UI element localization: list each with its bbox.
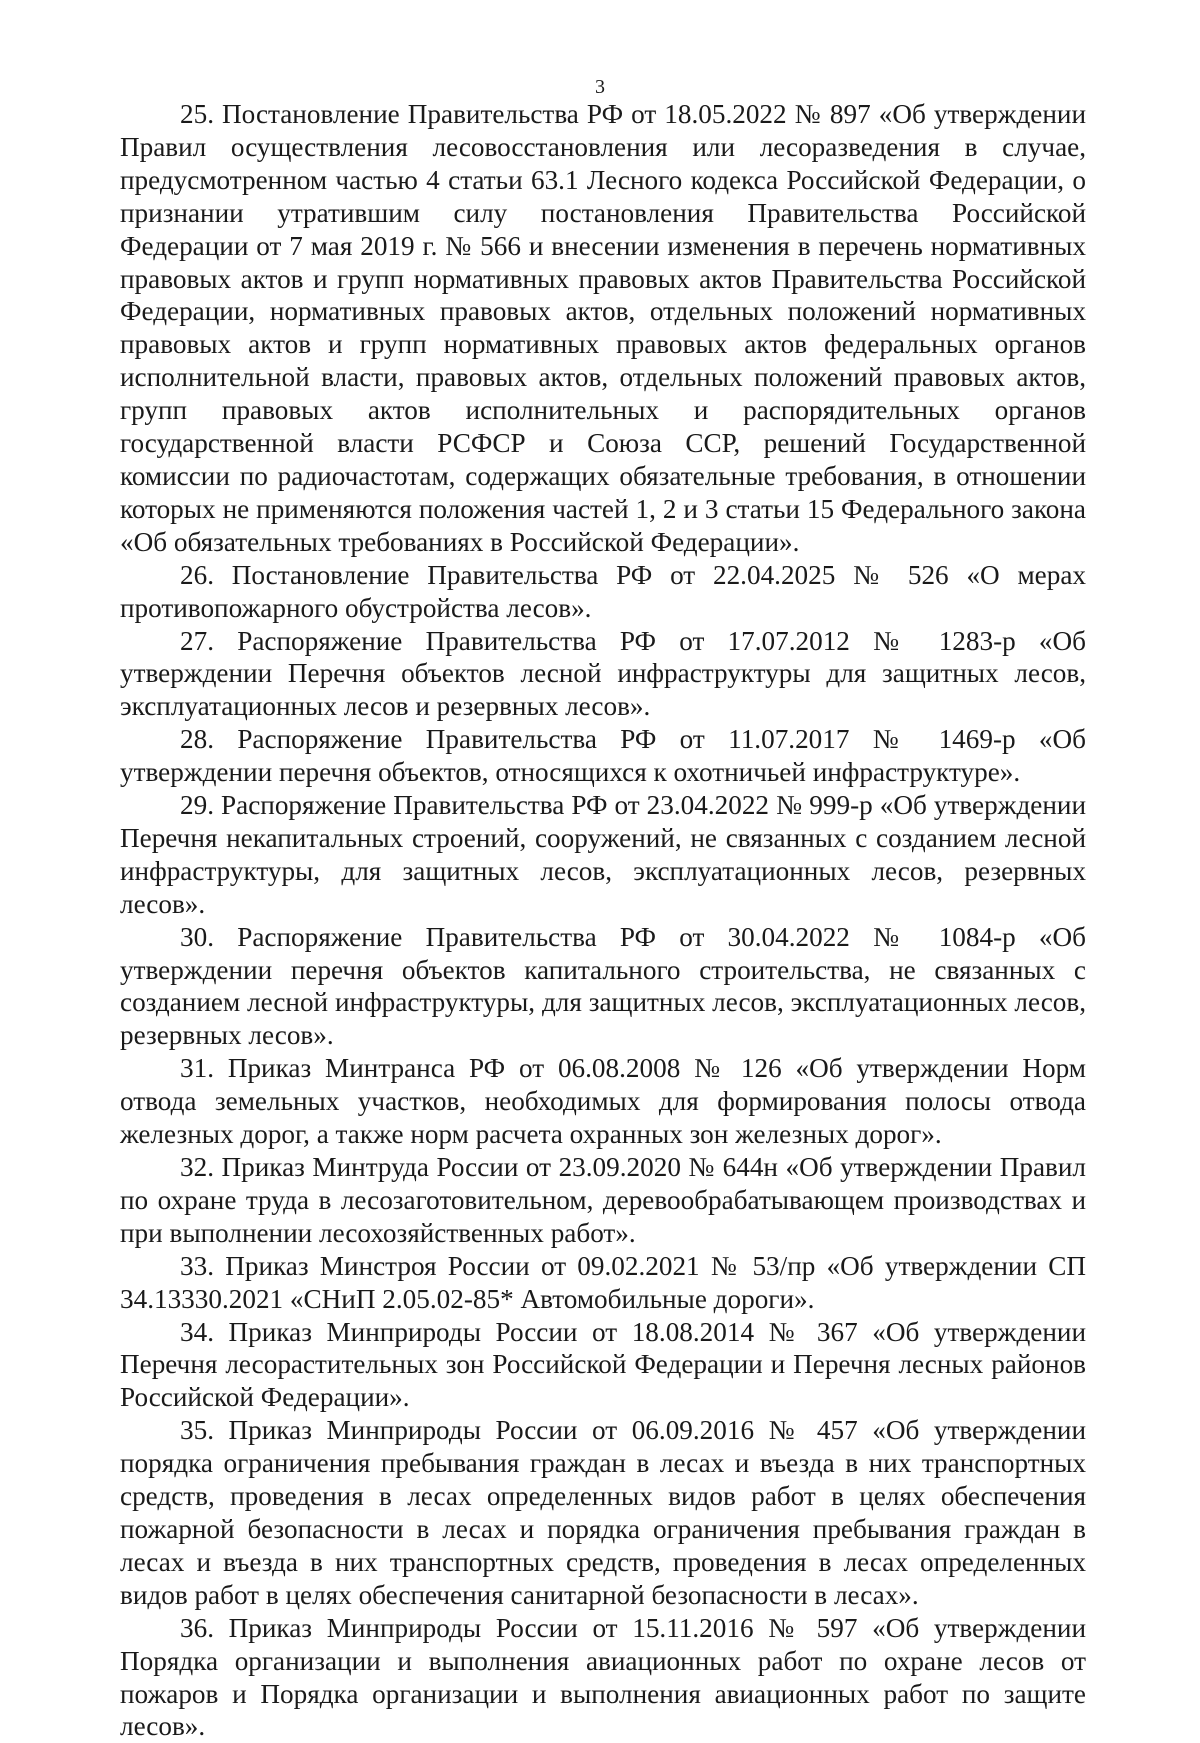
item-number: 36. bbox=[180, 1612, 214, 1643]
item-number: 29. bbox=[180, 790, 214, 821]
list-item-29 bbox=[120, 789, 1086, 921]
item-text: Приказ Минприроды России от 18.08.2014 № 367 «Об утверждении Перечня лесорастительных зон Российской Федерации и Перечня лесных районов Российской Федерации». bbox=[120, 1316, 1086, 1413]
item-number: 28. bbox=[180, 724, 214, 755]
item-text: Постановление Правительства РФ от 18.05.2022 № 897 «Об утверждении Правил осуществления лесовосстановления или лесоразведения в случае, предусмотренном частью 4 статьи 63.1 Лесного кодекса Российской Федерации, о признании утратившим силу постановления Правительства Российской Федерации от 7 мая 2019 г. № 566 и внесении изменения в перечень нормативных правовых актов и групп нормативных правовых актов Правительства Российской Федерации, нормативных правовых актов, отдельных положений нормативных правовых актов и групп нормативных правовых актов федеральных органов исполнительной власти, правовых актов, отдельных положений правовых актов, групп правовых актов исполнительных и распорядительных органов государственной власти РСФСР и Союза ССР, решений Государственной комиссии по радиочастотам, содержащих обязательные требования, в отношении которых не применяются положения частей 1, 2 и 3 статьи 15 Федерального закона «Об обязательных требованиях в Российской Федерации». bbox=[120, 99, 1087, 557]
page-number: 3 bbox=[595, 76, 605, 98]
item-text: Приказ Минтранса РФ от 06.08.2008 № 126 «Об утверждении Норм отвода земельных участков, необходимых для формирования полосы отвода железных дорог, а также норм расчета охранных зон железных дорог». bbox=[120, 1053, 1087, 1150]
item-text: Распоряжение Правительства РФ от 30.04.2022 № 1084-р «Об утверждении перечня объектов капитального строительства, не связанных с созданием лесной инфраструктуры, для защитных лесов, эксплуатационных лесов, резервных лесов». bbox=[120, 921, 1086, 1051]
list-item-34 bbox=[120, 1316, 1086, 1415]
list-item-36 bbox=[120, 1612, 1086, 1743]
item-number: 25. bbox=[180, 99, 214, 129]
item-text: Приказ Минстроя России от 09.02.2021 № 53/пр «Об утверждении СП 34.13330.2021 «СНиП 2.05.02-85* Автомобильные дороги». bbox=[120, 1250, 1086, 1314]
item-text: Распоряжение Правительства РФ от 11.07.2017 № 1469-р «Об утверждении перечня объектов, относящихся к охотничьей инфраструктуре». bbox=[120, 724, 1086, 788]
item-text: Постановление Правительства РФ от 22.04.2025 № 526 «О мерах противопожарного обустройства лесов». bbox=[120, 559, 1086, 623]
item-text: Приказ Минприроды России от 06.09.2016 № 457 «Об утверждении порядка ограничения пребывания граждан в лесах и въезда в них транспортных средств, проведения в лесах определенных видов работ в целях обеспечения пожарной безопасности в лесах и порядка ограничения пребывания граждан в лесах и въезда в них транспортных средств, проведения в лесах определенных видов работ в целях обеспечения санитарной безопасности в лесах». bbox=[120, 1415, 1086, 1610]
item-text: Приказ Минприроды России от 15.11.2016 № 597 «Об утверждении Порядка организации и выполнения авиационных работ по охране лесов от пожаров и Порядка организации и выполнения авиационных работ по защите лесов». bbox=[120, 1612, 1086, 1742]
list-item-27 bbox=[120, 625, 1086, 724]
list-item-33 bbox=[120, 1250, 1086, 1316]
item-number: 27. bbox=[180, 625, 214, 656]
item-number: 30. bbox=[180, 921, 214, 952]
item-text: Приказ Минтруда России от 23.09.2020 № 644н «Об утверждении Правил по охране труда в лесозаготовительном, деревообрабатывающем производствах и при выполнении лесохозяйственных работ». bbox=[120, 1152, 1086, 1248]
item-number: 32. bbox=[180, 1152, 214, 1182]
item-text: Распоряжение Правительства РФ от 17.07.2012 № 1283-р «Об утверждении Перечня объектов лесной инфраструктуры для защитных лесов, эксплуатационных лесов и резервных лесов». bbox=[120, 625, 1086, 722]
list-item-31 bbox=[120, 1052, 1086, 1151]
list-item-26 bbox=[120, 559, 1086, 625]
list-item-35 bbox=[120, 1414, 1086, 1611]
item-number: 26. bbox=[180, 559, 214, 590]
list-item-28 bbox=[120, 723, 1086, 789]
item-number: 34. bbox=[180, 1316, 214, 1347]
item-number: 35. bbox=[180, 1415, 214, 1446]
item-number: 33. bbox=[180, 1250, 214, 1281]
document-body bbox=[120, 98, 1086, 1743]
item-number: 31. bbox=[180, 1053, 214, 1084]
list-item-30 bbox=[120, 921, 1086, 1053]
list-item-25 bbox=[120, 98, 1086, 559]
item-text: Распоряжение Правительства РФ от 23.04.2022 № 999-р «Об утверждении Перечня некапитальных строений, сооружений, не связанных с созданием лесной инфраструктуры, для защитных лесов, эксплуатационных лесов, резервных лесов». bbox=[120, 790, 1087, 919]
list-item-32 bbox=[120, 1151, 1086, 1250]
